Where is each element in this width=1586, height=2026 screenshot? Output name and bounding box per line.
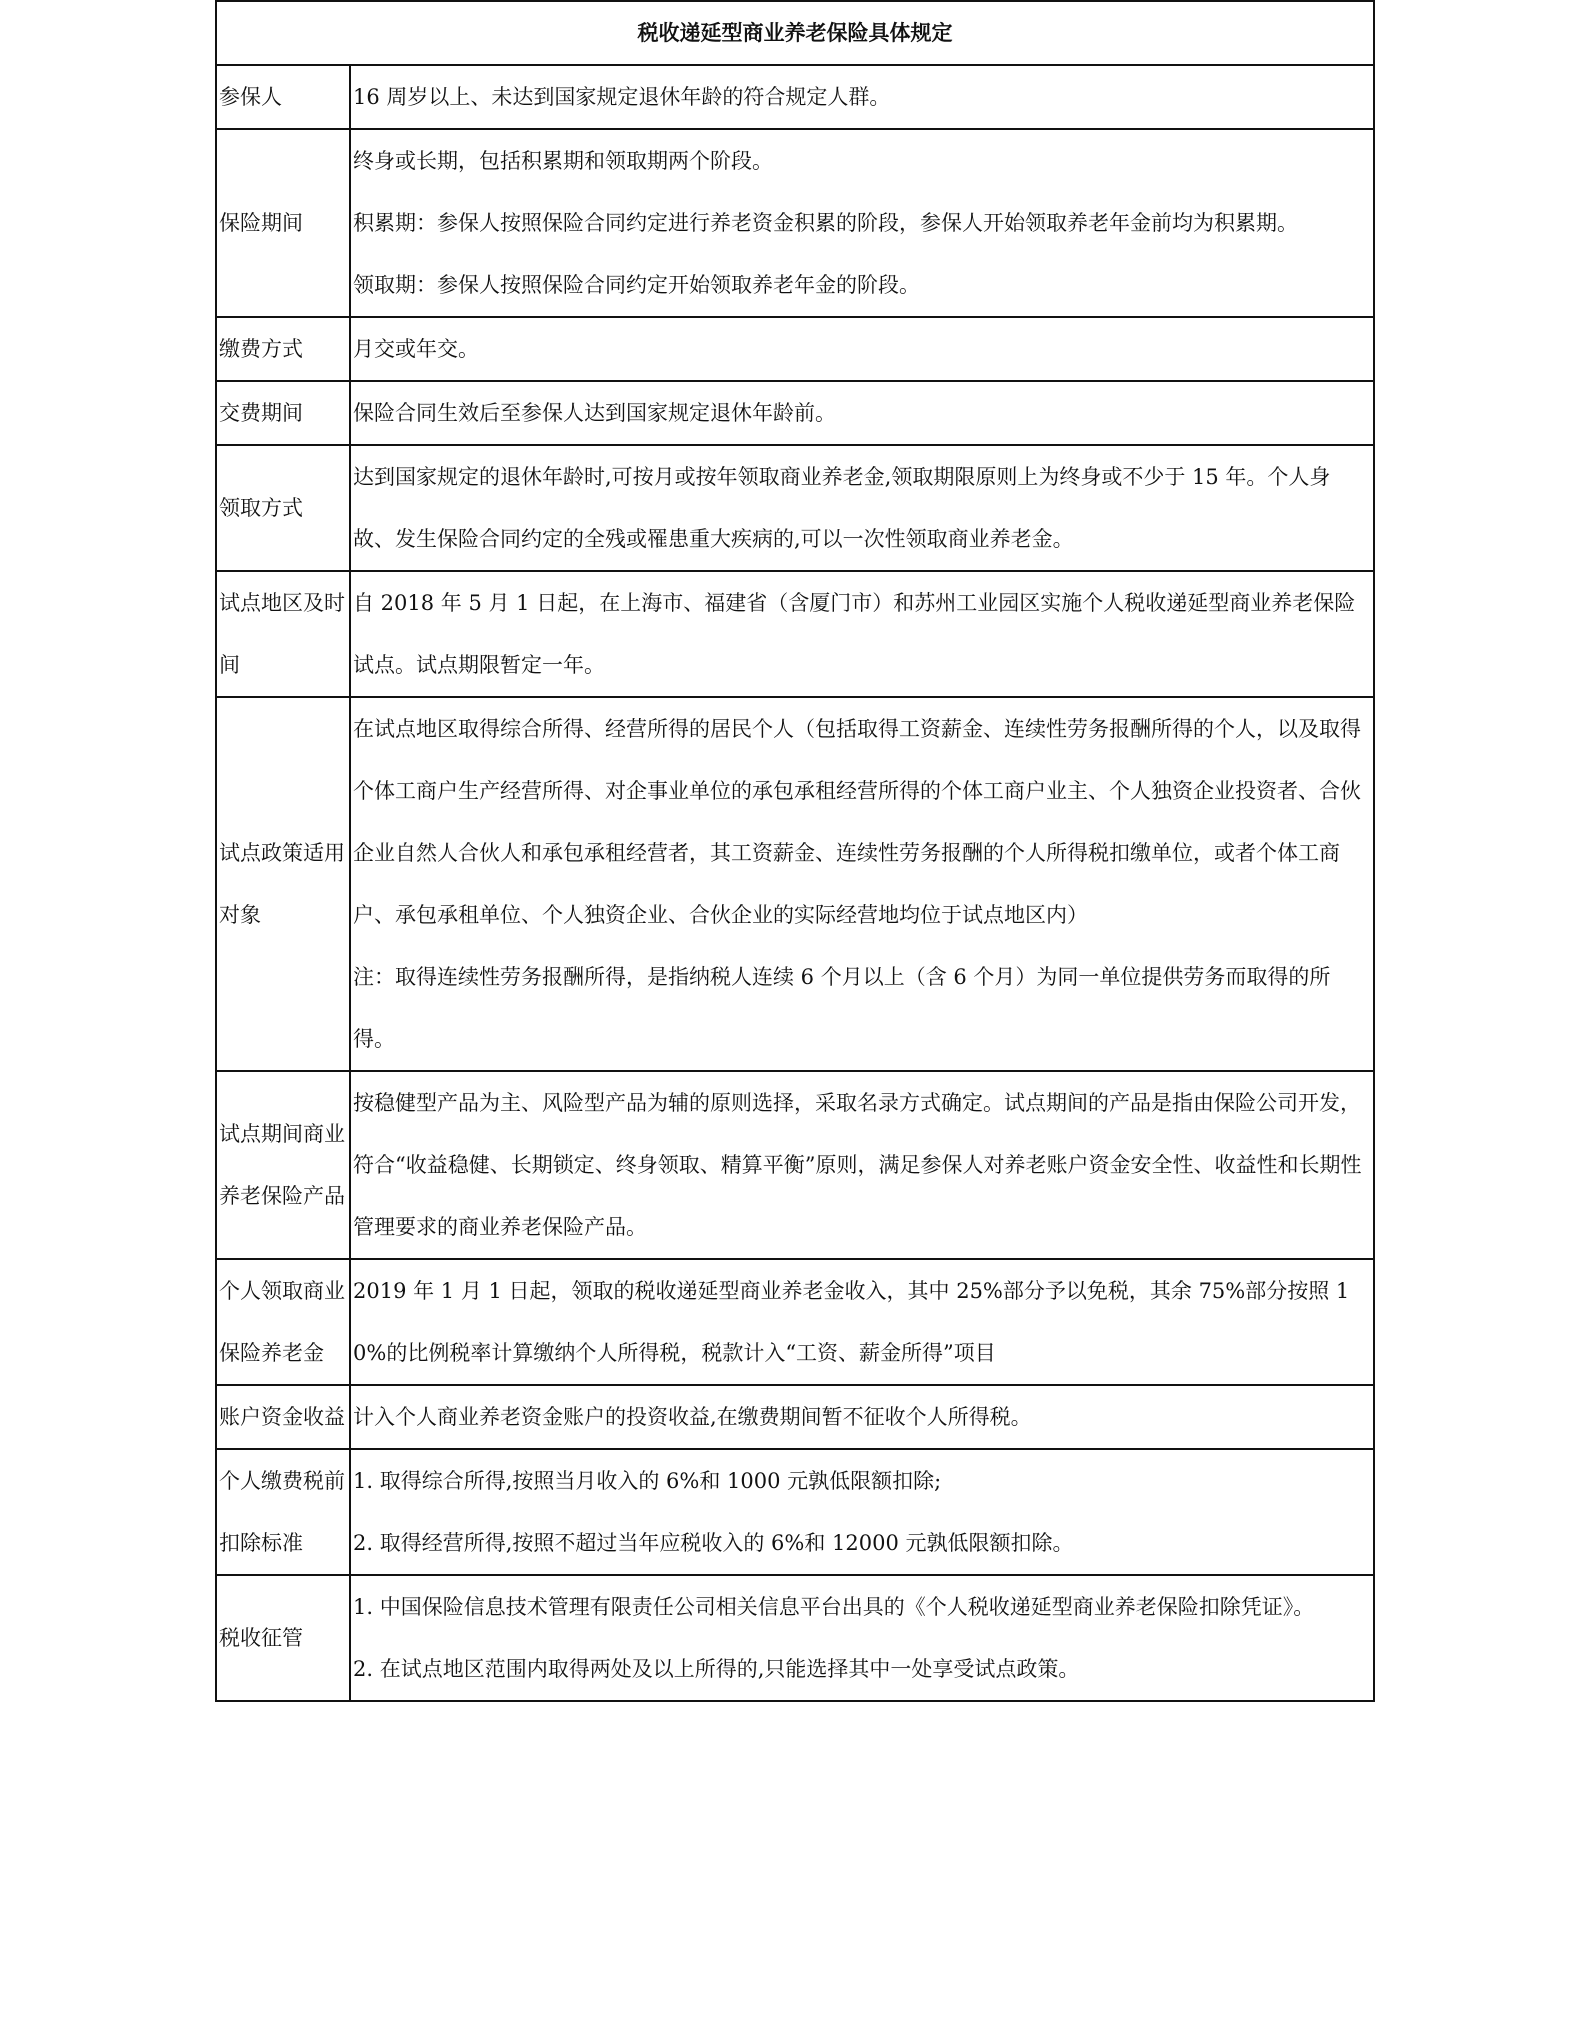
row-label: 税收征管 xyxy=(216,1575,350,1701)
table-row xyxy=(216,1071,1374,1259)
regulations-table xyxy=(215,0,1375,1702)
table-title-row xyxy=(216,1,1374,65)
table-row xyxy=(216,1575,1374,1701)
row-label: 交费期间 xyxy=(216,381,350,445)
table-title: 税收递延型商业养老保险具体规定 xyxy=(216,1,1374,65)
row-paragraph: 自 2018 年 5 月 1 日起，在上海市、福建省（含厦门市）和苏州工业园区实施个人税收递延型商业养老保险试点。试点期限暂定一年。 xyxy=(353,591,1356,677)
row-paragraph: 注：取得连续性劳务报酬所得，是指纳税人连续 6 个月以上（含 6 个月）为同一单位提供劳务而取得的所得。 xyxy=(353,965,1331,1051)
row-content xyxy=(350,1071,1374,1259)
table-row xyxy=(216,65,1374,129)
table-row xyxy=(216,697,1374,1071)
table-row xyxy=(216,1385,1374,1449)
row-paragraph: 领取期：参保人按照保险合同约定开始领取养老年金的阶段。 xyxy=(353,273,920,297)
row-content xyxy=(350,317,1374,381)
row-label: 试点政策适用对象 xyxy=(216,697,350,1071)
row-paragraph: 在试点地区取得综合所得、经营所得的居民个人（包括取得工资薪金、连续性劳务报酬所得的个人，以及取得个体工商户生产经营所得、对企事业单位的承包承租经营所得的个体工商户业主、个人独资企业投资者、合伙企业自然人合伙人和承包承租经营者，其工资薪金、连续性劳务报酬的个人所得税扣缴单位，或者个体工商户、承包承租单位、个人独资企业、合伙企业的实际经营地均位于试点地区内） xyxy=(353,717,1361,927)
row-label: 账户资金收益 xyxy=(216,1385,350,1449)
row-paragraph: 计入个人商业养老资金账户的投资收益,在缴费期间暂不征收个人所得税。 xyxy=(353,1405,1032,1429)
row-content xyxy=(350,697,1374,1071)
row-paragraph: 保险合同生效后至参保人达到国家规定退休年龄前。 xyxy=(353,401,836,425)
row-content xyxy=(350,571,1374,697)
row-paragraph: 1. 取得综合所得,按照当月收入的 6%和 1000 元孰低限额扣除; xyxy=(353,1469,942,1493)
table-row xyxy=(216,129,1374,317)
row-paragraph: 2. 在试点地区范围内取得两处及以上所得的,只能选择其中一处享受试点政策。 xyxy=(353,1657,1080,1681)
table-row xyxy=(216,1259,1374,1385)
row-paragraph: 终身或长期，包括积累期和领取期两个阶段。 xyxy=(353,149,773,173)
row-paragraph: 达到国家规定的退休年龄时,可按月或按年领取商业养老金,领取期限原则上为终身或不少于 15 年。个人身故、发生保险合同约定的全残或罹患重大疾病的,可以一次性领取商业养老金。 xyxy=(353,465,1331,551)
row-label: 领取方式 xyxy=(216,445,350,571)
row-paragraph: 1. 中国保险信息技术管理有限责任公司相关信息平台出具的《个人税收递延型商业养老保险扣除凭证》。 xyxy=(353,1595,1315,1619)
row-paragraph: 按稳健型产品为主、风险型产品为辅的原则选择，采取名录方式确定。试点期间的产品是指由保险公司开发，符合“收益稳健、长期锁定、终身领取、精算平衡”原则，满足参保人对养老账户资金安全性、收益性和长期性管理要求的商业养老保险产品。 xyxy=(353,1091,1362,1239)
row-label: 参保人 xyxy=(216,65,350,129)
row-label: 缴费方式 xyxy=(216,317,350,381)
row-content xyxy=(350,1385,1374,1449)
row-label: 试点期间商业养老保险产品 xyxy=(216,1071,350,1259)
row-paragraph: 月交或年交。 xyxy=(353,337,479,361)
table-row xyxy=(216,571,1374,697)
row-content xyxy=(350,1575,1374,1701)
row-label: 试点地区及时间 xyxy=(216,571,350,697)
row-content xyxy=(350,129,1374,317)
table-row xyxy=(216,317,1374,381)
table-row xyxy=(216,381,1374,445)
row-content xyxy=(350,65,1374,129)
row-paragraph: 2019 年 1 月 1 日起，领取的税收递延型商业养老金收入，其中 25%部分予以免税，其余 75%部分按照 10%的比例税率计算缴纳个人所得税，税款计入“工资、薪金所得”项目 xyxy=(353,1279,1350,1365)
row-label: 保险期间 xyxy=(216,129,350,317)
row-content xyxy=(350,1259,1374,1385)
row-content xyxy=(350,381,1374,445)
table-row xyxy=(216,1449,1374,1575)
row-paragraph: 积累期：参保人按照保险合同约定进行养老资金积累的阶段，参保人开始领取养老年金前均为积累期。 xyxy=(353,211,1298,235)
row-content xyxy=(350,1449,1374,1575)
table-row xyxy=(216,445,1374,571)
row-label: 个人领取商业保险养老金 xyxy=(216,1259,350,1385)
row-paragraph: 16 周岁以上、未达到国家规定退休年龄的符合规定人群。 xyxy=(353,85,891,109)
row-paragraph: 2. 取得经营所得,按照不超过当年应税收入的 6%和 12000 元孰低限额扣除。 xyxy=(353,1531,1074,1555)
row-label: 个人缴费税前扣除标准 xyxy=(216,1449,350,1575)
row-content xyxy=(350,445,1374,571)
